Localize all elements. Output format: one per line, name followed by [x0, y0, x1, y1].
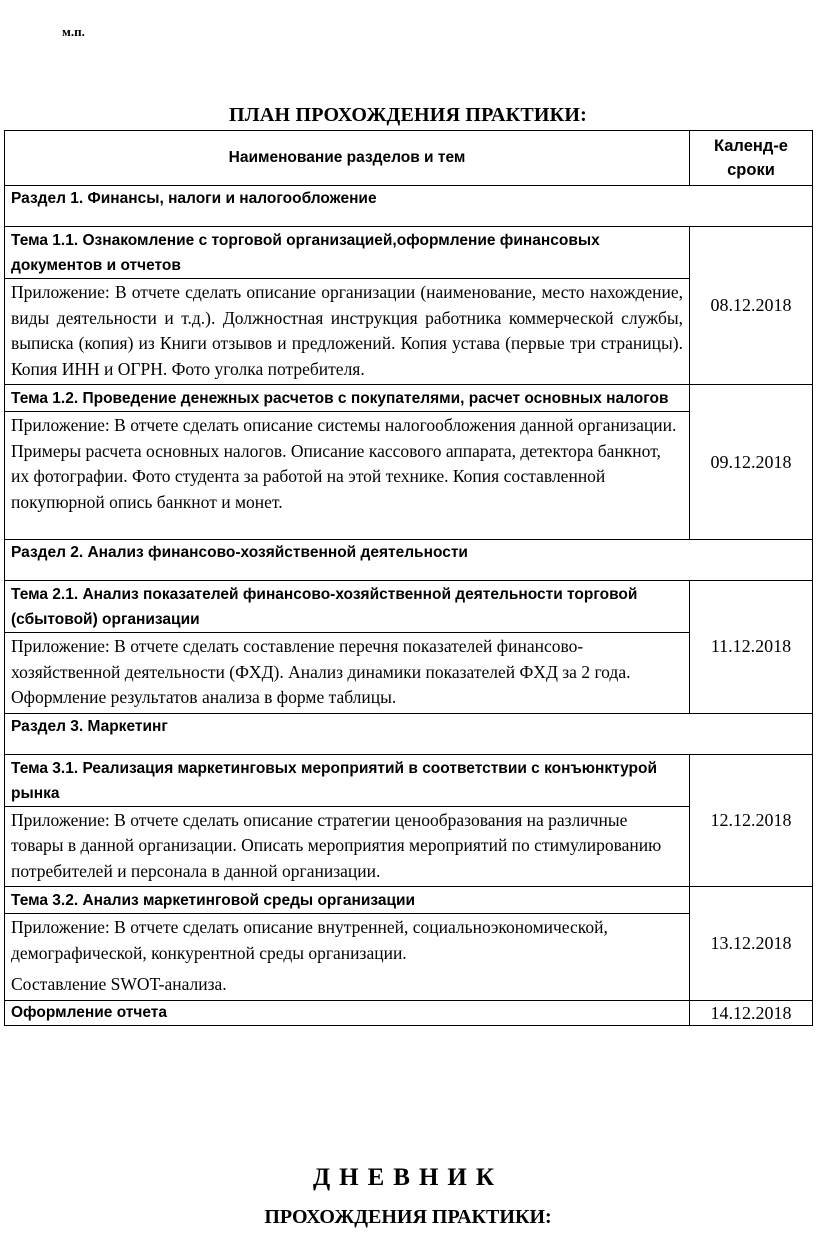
- topic-row: [5, 385, 813, 412]
- topic-1-2-date: 09.12.2018: [690, 385, 813, 540]
- practice-plan-table: [4, 130, 813, 1026]
- topic-1-2-appendix-text: Приложение: В отчете сделать описание системы налогообложения данной организации. Примеры расчета основных налогов. Описание кассового аппарата, детектора банкнот, их фотографии. Фото студента за работой на этой технике. Копия составленной покупюрной опись банкнот и монет.: [11, 415, 677, 512]
- topic-2-1-title: Тема 2.1. Анализ показателей финансово-хозяйственной деятельности торговой (сбытовой) организации: [5, 581, 690, 633]
- topic-3-2-date: 13.12.2018: [690, 887, 813, 1001]
- topic-3-1-title: Тема 3.1. Реализация маркетинговых мероприятий в соответствии с конъюнктурой рынка: [5, 754, 690, 806]
- topic-3-2-appendix: [5, 914, 690, 1001]
- section-3-title: Раздел 3. Маркетинг: [5, 713, 813, 754]
- topic-row: [5, 754, 813, 806]
- diary-title: ДНЕВНИК: [312, 1164, 503, 1191]
- final-row: [5, 1000, 813, 1025]
- diary-subtitle: ПРОХОЖДЕНИЯ ПРАКТИКИ:: [264, 1206, 552, 1228]
- topic-3-1-appendix-text: Приложение: В отчете сделать описание стратегии ценообразования на различные товары в данной организации. Описать мероприятия мероприятий по стимулированию потребителей и персонала в данной организации.: [11, 809, 662, 881]
- topic-1-1-appendix: [5, 279, 690, 385]
- topic-1-1-appendix-text: Приложение: В отчете сделать описание организации (наименование, место нахождение, виды деятельности и т.д.). Должностная инструкция работника коммерческой службы, выписка (копия) из Книги отзывов и предложений. Копия устава (первые три страницы). Копия ИНН и ОГРН. Фото уголка потребителя.: [11, 282, 683, 379]
- topic-row: [5, 581, 813, 633]
- header-calendar-dates: Календ-е сроки: [690, 131, 813, 186]
- header-sections-topics: Наименование разделов и тем: [5, 131, 690, 186]
- final-report-title: Оформление отчета: [5, 1000, 690, 1025]
- topic-2-1-appendix: [5, 633, 690, 714]
- topic-3-2-title: Тема 3.2. Анализ маркетинговой среды организации: [5, 887, 690, 914]
- topic-2-1-date: 11.12.2018: [690, 581, 813, 714]
- section-row: [5, 186, 813, 227]
- topic-row: [5, 887, 813, 914]
- topic-2-1-appendix-text: Приложение: В отчете сделать составление перечня показателей финансово-хозяйственной деятельности (ФХД). Анализ динамики показателей ФХД за 2 года. Оформление результатов анализа в форме таблицы.: [11, 636, 631, 707]
- section-row: [5, 713, 813, 754]
- topic-3-1-date: 12.12.2018: [690, 754, 813, 887]
- section-1-title: Раздел 1. Финансы, налоги и налогообложение: [5, 186, 813, 227]
- final-report-date: 14.12.2018: [690, 1000, 813, 1025]
- stamp-label: м.п.: [62, 24, 85, 39]
- topic-1-2-appendix: [5, 412, 690, 540]
- topic-3-2-appendix-text: Приложение: В отчете сделать описание внутренней, социальноэкономической, демографической, конкурентной среды организации.: [11, 917, 608, 963]
- topic-1-1-date: 08.12.2018: [690, 227, 813, 385]
- topic-3-1-appendix: [5, 806, 690, 887]
- topic-1-2-title: Тема 1.2. Проведение денежных расчетов с покупателями, расчет основных налогов: [5, 385, 690, 412]
- section-row: [5, 540, 813, 581]
- topic-3-2-appendix-swot: Составление SWOT-анализа.: [11, 974, 227, 994]
- section-2-title: Раздел 2. Анализ финансово-хозяйственной деятельности: [5, 540, 813, 581]
- table-header-row: [5, 131, 813, 186]
- plan-title: ПЛАН ПРОХОЖДЕНИЯ ПРАКТИКИ:: [228, 104, 587, 126]
- topic-row: [5, 227, 813, 279]
- topic-1-1-title: Тема 1.1. Ознакомление с торговой организацией,оформление финансовых документов и отчетов: [5, 227, 690, 279]
